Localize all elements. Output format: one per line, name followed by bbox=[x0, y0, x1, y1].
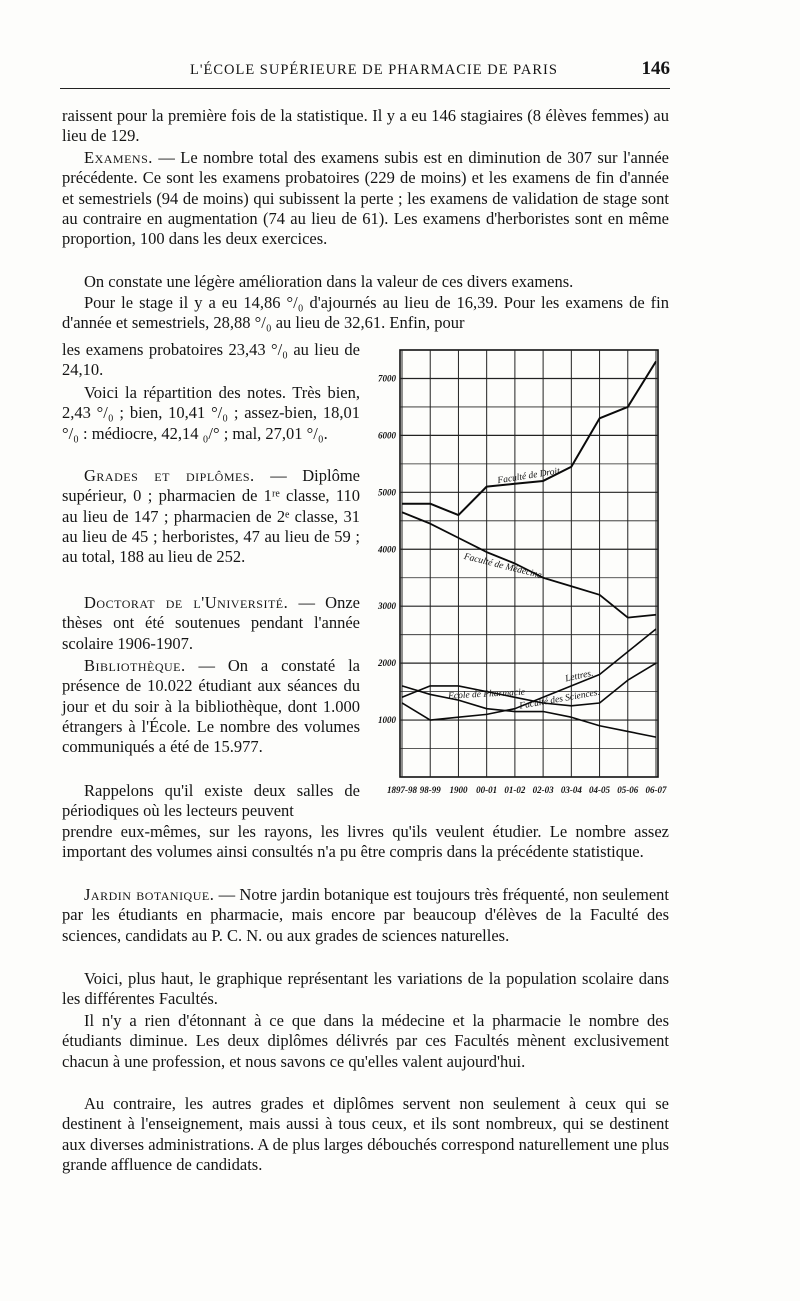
paragraph-probatoires: les examens probatoires 23,43 °/₀ au lieu de 24,10. bbox=[62, 340, 360, 380]
paragraph-stage: Pour le stage il y a eu 14,86 °/₀ d'ajournés au lieu de 16,39. Pour les examens de fin d'année et semestriels, 28,88 °/₀ au lieu de 32,61. Enfin, pour bbox=[62, 293, 669, 333]
paragraph-medecine-pharmacie: Il n'y a rien d'étonnant à ce que dans la médecine et la pharmacie le nombre des étudiants diminue. Les deux diplômes délivrés par ces Facultés mènent exclusivement chacun à une profession, et nous savons ce qu'elles valent aujourd'hui. bbox=[62, 1011, 669, 1071]
x-tick-label: 03-04 bbox=[560, 785, 582, 795]
paragraph-continuation: raissent pour la première fois de la statistique. Il y a eu 146 stagiaires (8 élèves femmes) au lieu de 129. bbox=[62, 106, 669, 146]
y-tick-label: 6000 bbox=[378, 430, 396, 441]
curve-label: Ecole de Pharmacie bbox=[447, 687, 526, 702]
paragraph-autres-grades: Au contraire, les autres grades et diplômes servent non seulement à ceux qui se destinent à l'enseignement, mais aussi à tous ceux, et ils sont nombreux, qui se destinent aux diverses administrations. A de plus larges débouchés correspond naturellement une plus grande affluence de candidats. bbox=[62, 1094, 669, 1174]
y-tick-label: 7000 bbox=[378, 373, 396, 384]
paragraph-notes: Voici la répartition des notes. Très bien, 2,43 °/₀ ; bien, 10,41 °/₀ ; assez-bien, 18,01 °/₀ : médiocre, 42,14 ₀/° ; mal, 27,01 °/₀. bbox=[62, 383, 360, 443]
paragraph-amelioration: On constate une légère amélioration dans la valeur de ces divers examens. bbox=[84, 272, 574, 291]
paragraph-grades: Grades et diplômes. — Diplôme supérieur, 0 ; pharmacien de 1ʳᵉ classe, 110 au lieu de 147 ; pharmacien de 2ᵉ classe, 31 au lieu de 45 ; herboristes, 47 au lieu de 59 ; au total, 188 au lieu de 252. bbox=[62, 466, 360, 567]
curve-label: Faculté de Droit bbox=[496, 466, 561, 487]
x-tick-label: 1900 bbox=[449, 785, 468, 795]
paragraph-examens: Examens. — Le nombre total des examens subis est en diminution de 307 sur l'année précédente. Ce sont les examens probatoires (229 de moins) et les examens de fin d'année et semestriels (94 de moins) qui subissent la perte ; les examens de validation de stage sont au contraire en augmentation (74 au lieu de 61). Les examens d'herboristes sont en même proportion, 100 dans les deux exercices. bbox=[62, 148, 669, 249]
x-tick-label: 05-06 bbox=[617, 785, 639, 795]
running-title: L'ÉCOLE SUPÉRIEURE DE PHARMACIE DE PARIS bbox=[190, 62, 558, 78]
x-tick-label: 01-02 bbox=[504, 785, 526, 795]
x-tick-label: 1897-98 bbox=[387, 785, 417, 795]
y-tick-label: 1000 bbox=[378, 715, 396, 726]
y-tick-label: 5000 bbox=[378, 487, 396, 498]
chart-svg bbox=[352, 340, 670, 805]
series-line bbox=[402, 686, 656, 737]
y-tick-label: 4000 bbox=[378, 544, 396, 555]
y-tick-label: 2000 bbox=[378, 658, 396, 669]
y-tick-label: 3000 bbox=[378, 601, 396, 612]
running-header bbox=[60, 60, 670, 86]
curve-label: Faculté des Sciences. bbox=[518, 687, 601, 712]
page-number: 146 bbox=[641, 58, 670, 79]
x-tick-label: 00-01 bbox=[476, 785, 498, 795]
curve-label: Lettres. bbox=[564, 668, 595, 685]
curve-label: Faculté de Médecine bbox=[462, 551, 543, 581]
plot-frame bbox=[400, 350, 658, 777]
x-tick-label: 02-03 bbox=[532, 785, 554, 795]
series-line bbox=[402, 512, 656, 617]
population-chart bbox=[352, 340, 670, 805]
paragraph-bibliotheque: Bibliothèque. — On a constaté la présence de 10.022 étudiant aux séances du jour et du soir à la bibliothèque, dont 1.000 étrangers à l'École. Le nombre des volumes communiqués a été de 15.977. bbox=[62, 656, 360, 757]
x-tick-label: 06-07 bbox=[645, 785, 667, 795]
paragraph-periodiques: Rappelons qu'il existe deux salles de périodiques où les lecteurs peuvent bbox=[62, 781, 360, 821]
x-tick-label: 98-99 bbox=[419, 785, 441, 795]
header-rule bbox=[60, 88, 670, 89]
paragraph-jardin: Jardin botanique. — Notre jardin botanique est toujours très fréquenté, non seulement par les étudiants en pharmacie, mais encore par beaucoup d'élèves de la Faculté des sciences, candidats au P. C. N. ou aux grades de sciences naturelles. bbox=[62, 885, 670, 945]
paragraph-doctorat: Doctorat de l'Université. — Onze thèses ont été soutenues pendant l'année scolaire 1906-1907. bbox=[62, 593, 360, 653]
paragraph-rayons: prendre eux-mêmes, sur les rayons, les livres qu'ils veulent étudier. Le nombre assez important des volumes ainsi consultés n'a pu être compris dans la précédente statistique. bbox=[62, 822, 669, 862]
x-tick-label: 04-05 bbox=[589, 785, 611, 795]
paragraph-graphique: Voici, plus haut, le graphique représentant les variations de la population scolaire dans les différentes Facultés. bbox=[62, 969, 669, 1009]
